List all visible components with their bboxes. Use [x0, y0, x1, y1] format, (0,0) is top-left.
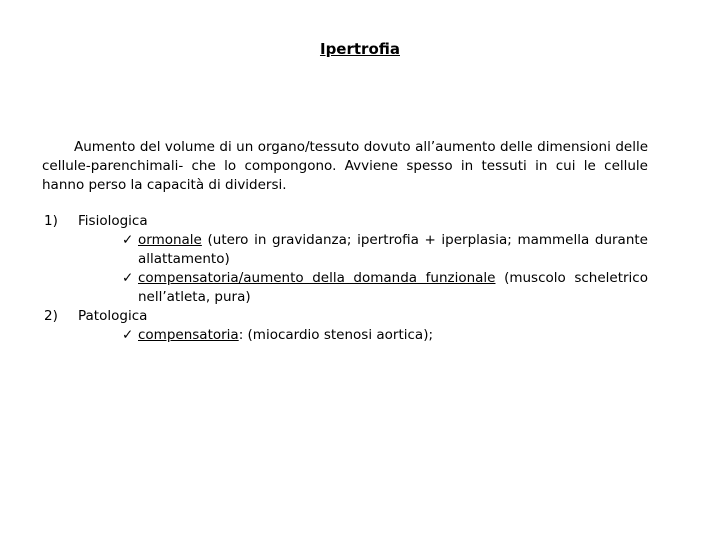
checkmark-icon: ✓ — [122, 232, 134, 248]
subitem-description: (muscolo scheletrico nell’atleta, pura) — [138, 270, 648, 305]
list-item-patologica — [42, 307, 648, 345]
subitem-term: compensatoria — [138, 327, 239, 343]
list-number: 1) — [44, 213, 58, 229]
subitem-text — [138, 269, 648, 307]
classification-list — [42, 212, 648, 345]
subitem-text — [138, 231, 648, 269]
list-number: 2) — [44, 308, 58, 324]
subitem-description: : (miocardio stenosi aortica); — [238, 327, 434, 343]
page-title: Ipertrofia — [319, 40, 400, 58]
intro-paragraph: Aumento del volume di un organo/tessuto dovuto all’aumento delle dimensioni delle cellule-parenchimali- che lo compongono. Avviene spesso in tessuti in cui le cellule hanno perso la capacità di dividersi. — [42, 139, 648, 193]
list-label: Fisiologica — [78, 213, 148, 229]
checkmark-icon: ✓ — [122, 327, 134, 343]
subitem-term: compensatoria/aumento della domanda funzionale — [138, 270, 496, 286]
subitem-term: ormonale — [138, 232, 202, 248]
subitem-description: (utero in gravidanza; ipertrofia + iperplasia; mammella durante allattamento) — [138, 232, 648, 267]
subitem-compensatoria — [78, 269, 648, 307]
subitem-text — [138, 326, 648, 345]
subitem-ormonale — [78, 231, 648, 269]
list-item-fisiologica — [42, 212, 648, 307]
checkmark-icon: ✓ — [122, 270, 134, 286]
list-label: Patologica — [78, 308, 148, 324]
subitem-compensatoria-patologica — [78, 326, 648, 345]
